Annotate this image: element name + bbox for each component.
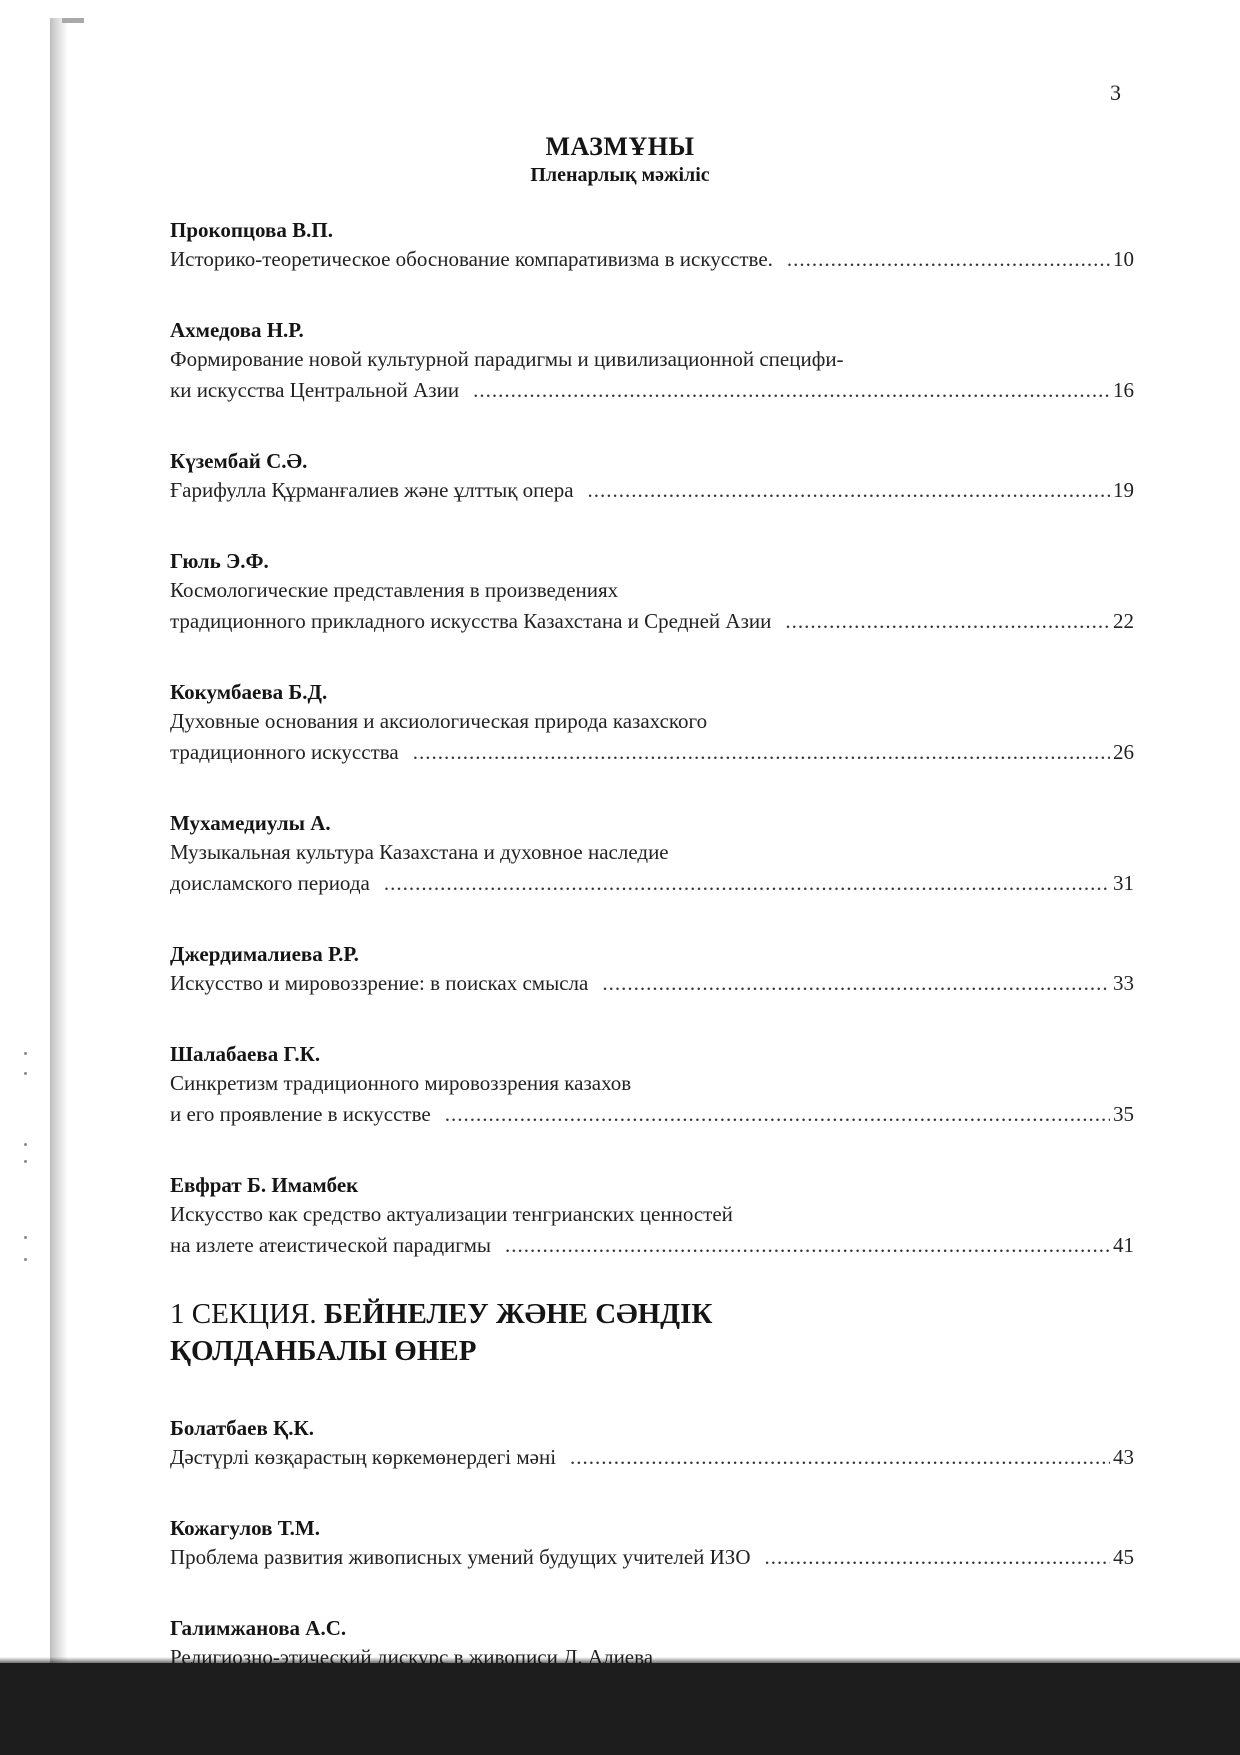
book-binding-shadow [50,18,68,1668]
toc-entry-author: Гюль Э.Ф. [170,549,269,573]
toc-entry-title-line: Синкретизм традиционного мировоззрения казахов [170,1071,632,1095]
toc-entry-title-line: Проблема развития живописных умений будущих учителей ИЗО [170,1545,751,1569]
toc-entry-page-number: 16 [1113,378,1134,402]
table-of-contents [170,216,1134,1745]
section-title-line1: БЕЙНЕЛЕУ ЖӘНЕ СӘНДІК [323,1298,713,1330]
toc-entry-author: Галимжанова А.С. [170,1616,347,1640]
toc-entry [170,1514,1134,1573]
toc-entry-page-number: 10 [1113,247,1134,271]
scan-speck [24,1160,27,1163]
section-heading [170,1296,1134,1370]
toc-entry-page-number: 43 [1113,1445,1134,1469]
toc-entry-page-number: 31 [1113,871,1134,895]
toc-entry [170,216,1134,275]
toc-entry-title-line: Духовные основания и аксиологическая природа казахского [170,709,708,733]
toc-entry-leader-line [170,375,1134,406]
toc-entry-leader-line [170,475,1134,506]
toc-entry-author: Кожагулов Т.М. [170,1516,320,1540]
toc-entry [170,447,1134,506]
toc-entry-page-number: 35 [1113,1102,1134,1126]
dot-leader [570,1442,1110,1473]
dot-leader [602,968,1110,999]
toc-entry-title-line: Ғарифулла Құрманғалиев және ұлттық опера [170,478,574,502]
dot-leader [445,1099,1110,1130]
toc-entry-leader-line [170,244,1134,275]
toc-entry-author: Шалабаева Г.К. [170,1042,321,1066]
toc-entry-title-line: Искусство как средство актуализации тенгрианских ценностей [170,1202,733,1226]
toc-entry-author: Болатбаев Қ.К. [170,1416,315,1440]
toc-entry-author: Ахмедова Н.Р. [170,318,304,342]
toc-entry-title-line: Историко-теоретическое обоснование компаративизма в искусстве. [170,247,773,271]
page-number: 3 [1110,80,1121,105]
toc-entry-page-number: 22 [1113,609,1134,633]
toc-entry-page-number: 45 [1113,1545,1134,1569]
toc-entry-title-line: Формирование новой культурной парадигмы и цивилизационной специфи- [170,347,844,371]
scan-bottom-edge [0,1663,1240,1755]
toc-entry [170,678,1134,768]
toc-entry [170,940,1134,999]
toc-entry-page-number: 26 [1113,740,1134,764]
toc-entry-title-line: на излете атеистической парадигмы [170,1233,492,1257]
toc-entry-author: Күзембай С.Ә. [170,449,308,473]
toc-entry-author: Мухамедиулы А. [170,811,331,835]
toc-entry [170,1171,1134,1261]
toc-entry-page-number: 41 [1113,1233,1134,1257]
toc-entry-author: Кокумбаева Б.Д. [170,680,328,704]
dot-leader [413,737,1110,768]
toc-entry-page-number: 19 [1113,478,1134,502]
plenary-entries [170,216,1134,1261]
toc-entry-title-line: и его проявление в искусстве [170,1102,431,1126]
toc-entry-author: Евфрат Б. Имамбек [170,1173,359,1197]
scan-speck [24,1052,27,1055]
section-title-line2: ҚОЛДАНБАЛЫ ӨНЕР [170,1335,477,1367]
toc-entry [170,809,1134,899]
toc-entry-title-line: доисламского периода [170,871,370,895]
toc-entry-leader-line [170,737,1134,768]
toc-entry-leader-line [170,1442,1134,1473]
dot-leader [505,1230,1110,1261]
toc-entry [170,316,1134,406]
toc-entry-leader-line [170,1099,1134,1130]
toc-entry-title-line: традиционного прикладного искусства Казахстана и Средней Азии [170,609,772,633]
binding-mark [62,18,84,23]
dot-leader [473,375,1110,406]
dot-leader [588,475,1110,506]
scan-speck [24,1143,27,1146]
toc-entry-author: Прокопцова В.П. [170,218,333,242]
toc-entry-leader-line [170,968,1134,999]
plenary-subtitle: Пленарлық мәжіліс [530,164,710,186]
toc-entry-page-number: 33 [1113,971,1134,995]
toc-entry-title-line: Искусство и мировоззрение: в поисках смысла [170,971,589,995]
toc-entry-title-line: Космологические представления в произведениях [170,578,619,602]
toc-entry-title-line: Дәстүрлі көзқарастың көркемөнердегі мәні [170,1445,557,1469]
contents-title: МАЗМҰНЫ [545,132,695,161]
toc-entry-leader-line [170,1230,1134,1261]
scan-speck [24,1258,27,1261]
dot-leader [384,868,1110,899]
scan-speck [24,1072,27,1075]
toc-entry-leader-line [170,606,1134,637]
dot-leader [785,606,1110,637]
toc-entry-leader-line [170,868,1134,899]
dot-leader [765,1542,1111,1573]
toc-entry-author: Джердималиева Р.Р. [170,942,359,966]
dot-leader [787,244,1110,275]
scan-speck [24,1236,27,1239]
toc-entry [170,1040,1134,1130]
section-prefix: 1 СЕКЦИЯ. [170,1298,317,1330]
toc-entry-title-line: традиционного искусства [170,740,399,764]
toc-entry-title-line: Музыкальная культура Казахстана и духовное наследие [170,840,669,864]
toc-entry-title-line: ки искусства Центральной Азии [170,378,460,402]
toc-entry [170,547,1134,637]
toc-entry-leader-line [170,1542,1134,1573]
toc-entry [170,1414,1134,1473]
